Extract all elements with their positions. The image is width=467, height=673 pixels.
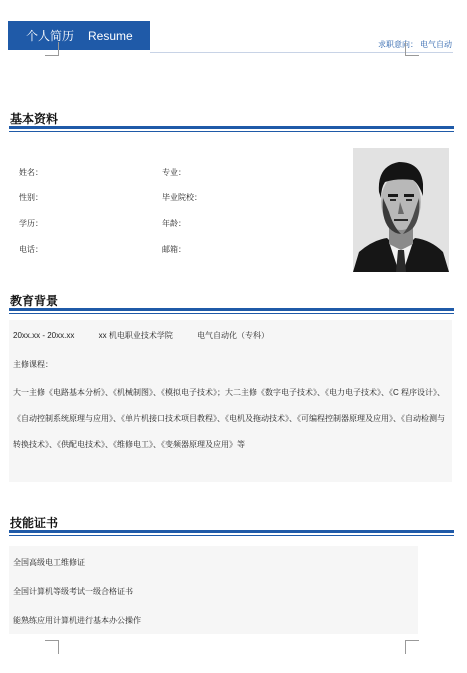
education-school: xx 机电职业技术学院 <box>98 331 173 340</box>
job-target-label: 求职意向： <box>378 40 418 49</box>
resume-title-banner <box>8 21 150 50</box>
section-divider-basic <box>9 126 454 132</box>
skill-item: 全国计算机等级考试一级合格证书 <box>13 587 133 596</box>
section-heading-education: 教育背景 <box>10 294 59 308</box>
field-major-label: 专业： <box>162 168 186 177</box>
crop-mark-bottom-left <box>45 640 59 654</box>
field-age-label: 年龄： <box>162 219 186 228</box>
education-major: 电气自动化（专科） <box>197 331 270 340</box>
profile-photo <box>353 148 449 272</box>
crop-mark-bottom-right <box>405 640 419 654</box>
field-gender-label: 性别： <box>19 193 43 202</box>
section-heading-skills: 技能证书 <box>10 516 59 530</box>
education-summary-row <box>13 330 291 341</box>
education-period: 20xx.xx - 20xx.xx <box>13 331 75 340</box>
field-email-label: 邮箱： <box>162 245 186 254</box>
crop-mark-top-right <box>405 42 419 56</box>
field-phone-label: 电话： <box>19 245 43 254</box>
section-heading-basic: 基本资料 <box>10 112 59 126</box>
field-school-label: 毕业院校： <box>162 193 202 202</box>
education-courses-label: 主修课程： <box>13 360 53 369</box>
resume-title-cn: 个人简历 <box>26 29 75 43</box>
skill-item: 全国高级电工维修证 <box>13 558 85 567</box>
job-target-value: 电气自动 <box>420 40 452 49</box>
field-education-label: 学历： <box>19 219 43 228</box>
education-courses-text: 大一主修《电路基本分析》、《机械制图》、《模拟电子技术》；大二主修《数字电子技术》、《电力电子技术》、《C 程序设计》、《自动控制系统原理与应用》、《单片机接口技术项目教程》、《电机及拖动技术》、《可编程控制器原理及应用》、《自动检测与转换技术》、《供配电技术》、《维修电工》、《变频器原理及应用》等 <box>13 388 445 449</box>
section-divider-skills <box>9 530 454 536</box>
crop-mark-top-left <box>45 42 59 56</box>
skill-item: 能熟练应用计算机进行基本办公操作 <box>13 616 141 625</box>
resume-title-en: Resume <box>88 28 133 43</box>
section-divider-education <box>9 308 454 314</box>
profile-photo-graphic <box>353 148 449 272</box>
field-name-label: 姓名： <box>19 168 43 177</box>
